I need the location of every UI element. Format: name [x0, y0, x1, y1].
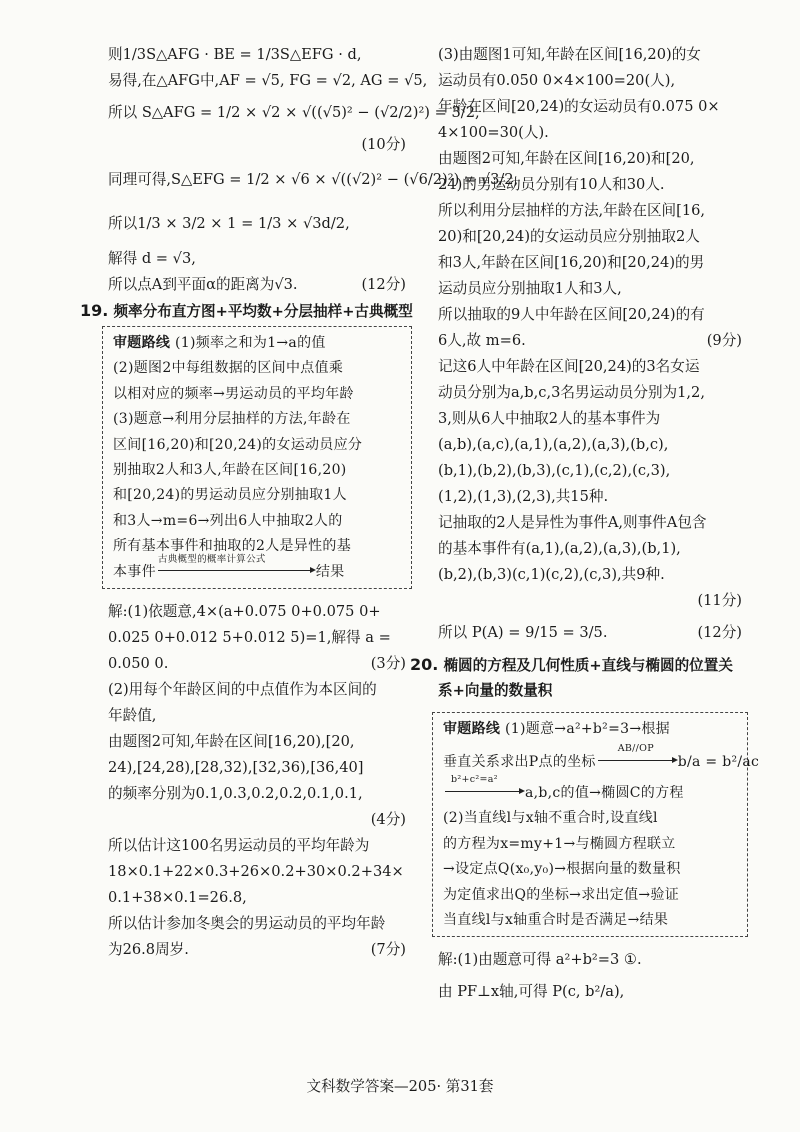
- sol19-line-5: 年龄值,: [108, 706, 157, 724]
- sol19b-line-18: (1,2),(1,3),(2,3),共15种.: [438, 488, 609, 505]
- score-4: (4分): [370, 810, 406, 828]
- box19-line-2: (2)题图2中每组数据的区间中点值乘: [113, 360, 344, 377]
- score-11: (11分): [697, 592, 742, 609]
- q20-topics-1: 椭圆的方程及几何性质+直线与椭圆的位置关: [443, 657, 733, 674]
- p18-line-5: 所以1/3 × 3/2 × 1 = 1/3 × √3d/2,: [108, 215, 350, 232]
- box19-line-8: 和3人→m=6→列出6人中抽取2人的: [113, 512, 343, 529]
- score-3: (3分): [370, 654, 406, 672]
- q20-number: 20.: [410, 655, 439, 674]
- q19-analysis-box: [102, 326, 412, 589]
- box19-line-5: 区间[16,20)和[20,24)的女运动员应分: [113, 436, 363, 453]
- box20-l2-suffix: b/a = b²/ac: [677, 754, 760, 771]
- sol19b-line-7: 所以利用分层抽样的方法,年龄在区间[16,: [438, 202, 706, 219]
- sol19b-line-2: 运动员有0.050 0×4×100=20(人),: [438, 72, 676, 89]
- q19-number: 19.: [80, 301, 109, 320]
- sol19b-line-3: 年龄在区间[20,24)的女运动员有0.075 0×: [438, 98, 720, 115]
- score-7: (7分): [370, 940, 406, 958]
- box20-arrow-2-note: b²+c²=a²: [451, 774, 498, 786]
- score-10: (10分): [361, 136, 406, 153]
- p18-line-1: 则1/3S△AFG · BE = 1/3S△EFG · d,: [108, 46, 362, 63]
- sol19-line-10: 所以估计这100名男运动员的平均年龄为: [108, 836, 370, 854]
- p18-line-7: [108, 272, 412, 298]
- sol20-line-2: 由 PF⊥x轴,可得 P(c, b²/a),: [438, 983, 625, 1001]
- box19-line-7: 和[20,24)的男运动员应分别抽取1人: [113, 487, 347, 504]
- box20-line-5: 的方程为x=my+1→与椭圆方程联立: [443, 835, 676, 852]
- q20-heading: [410, 652, 748, 678]
- p18-line-3: 所以 S△AFG = 1/2 × √2 × √((√5)² − (√2/2)²) = 3/2,: [108, 104, 480, 121]
- q20-analysis-box: [432, 712, 760, 937]
- box20-text-1: (1)题意→a²+b²=3→根据: [504, 721, 670, 737]
- q20-topics-2: 系+向量的数量积: [438, 682, 553, 699]
- box19-line-10: [113, 553, 403, 585]
- sol19-line-8: 的频率分别为0.1,0.3,0.2,0.2,0.1,0.1,: [108, 784, 363, 802]
- sol19b-line-21: (b,2),(b,3)(c,1)(c,2),(c,3),共9种.: [438, 566, 665, 583]
- q19-heading: [80, 298, 412, 324]
- sol19b-line-17: (b,1),(b,2),(b,3),(c,1),(c,2),(c,3),: [438, 462, 671, 479]
- box20-title: 审题路线: [443, 721, 501, 737]
- sol19b-line-6: 24)的男运动员分别有10人和30人.: [438, 176, 665, 193]
- sol19b-line-14: 动员分别为a,b,c,3名男运动员分别为1,2,: [438, 384, 705, 401]
- box19-line-6: 别抽取2人和3人,年龄在区间[16,20): [113, 461, 347, 478]
- sol19-mean-age: 为26.8周岁.: [108, 940, 189, 958]
- p18-conclusion: 所以点A到平面α的距离为√3.: [108, 276, 298, 293]
- sol19-line-2: 0.025 0+0.012 5+0.012 5)=1,解得 a =: [108, 628, 391, 646]
- sol19b-line-5: 由题图2可知,年龄在区间[16,20)和[20,: [438, 150, 695, 167]
- sol19-line-1: 解:(1)依题意,4×(a+0.075 0+0.075 0+: [108, 602, 381, 620]
- box19-text-1: (1)频率之和为1→a的值: [174, 335, 326, 351]
- sol19b-m-value: 6人,故 m=6.: [438, 332, 526, 349]
- sol19b-probability: 所以 P(A) = 9/15 = 3/5.: [438, 624, 608, 641]
- sol19b-line-13: 记这6人中年龄在区间[20,24)的3名女运: [438, 358, 700, 375]
- box20-arrow-1: [596, 742, 678, 782]
- box19-line-3: 以相对应的频率→男运动员的平均年龄: [113, 385, 354, 402]
- sol20-line-1: 解:(1)由题意可得 a²+b²=3 ①.: [438, 951, 642, 969]
- sol19-line-6: 由题图2可知,年龄在区间[16,20),[20,: [108, 732, 355, 750]
- box20-line-4: (2)当直线l与x轴不重合时,设直线l: [443, 810, 658, 827]
- box19-line-9: 所有基本事件和抽取的2人是异性的基: [113, 538, 352, 555]
- arrow-icon: [445, 791, 523, 792]
- box20-line-3: [443, 776, 739, 806]
- box19-arrow: [156, 553, 316, 585]
- box20-arrow-2: [443, 776, 525, 810]
- score-12: (12分): [361, 276, 406, 293]
- box20-arrow-1-note: AB//OP: [617, 743, 654, 755]
- box20-line-1: [443, 717, 739, 742]
- page-footer: 文科数学答案—205· 第31套: [306, 1078, 494, 1095]
- box19-line-1: [113, 331, 403, 356]
- box19-line-4: (3)题意→利用分层抽样的方法,年龄在: [113, 411, 351, 428]
- sol19b-line-16: (a,b),(a,c),(a,1),(a,2),(a,3),(b,c),: [438, 436, 669, 453]
- p18-line-4: 同理可得,S△EFG = 1/2 × √6 × √((√2)² − (√6/2)²) = √3/2,: [108, 171, 519, 188]
- sol19b-line-23: [438, 614, 748, 652]
- arrow-icon: [598, 760, 676, 761]
- box20-line-8: 当直线l与x轴重合时是否满足→结果: [443, 911, 669, 928]
- sol19b-line-20: 的基本事件有(a,1),(a,2),(a,3),(b,1),: [438, 540, 681, 557]
- p18-line-6: 解得 d = √3,: [108, 250, 196, 267]
- box19-title: 审题路线: [113, 335, 171, 351]
- sol19-line-12: 0.1+38×0.1=26.8,: [108, 888, 247, 906]
- box19-last-prefix: 本事件: [113, 563, 156, 580]
- box19-last-suffix: 结果: [315, 563, 345, 580]
- arrow-icon: [158, 570, 314, 571]
- box20-line-6: →设定点Q(x₀,y₀)→根据向量的数量积: [443, 861, 681, 878]
- sol19-line-3: [108, 651, 412, 677]
- sol19b-line-11: 所以抽取的9人中年龄在区间[20,24)的有: [438, 306, 705, 323]
- sol19-line-11: 18×0.1+22×0.3+26×0.2+30×0.2+34×: [108, 862, 404, 880]
- box19-arrow-note: 古典概型的概率计算公式: [157, 553, 266, 565]
- sol19b-line-4: 4×100=30(人).: [438, 124, 549, 141]
- sol19-line-7: 24),[24,28),[28,32),[32,36),[36,40]: [108, 758, 364, 776]
- sol19b-line-1: (3)由题图1可知,年龄在区间[16,20)的女: [438, 46, 701, 63]
- right-column: [410, 42, 760, 1011]
- p18-line-2: 易得,在△AFG中,AF = √5, FG = √2, AG = √5,: [108, 72, 428, 89]
- sol19b-line-9: 和3人,年龄在区间[16,20)和[20,24)的男: [438, 254, 705, 271]
- sol19b-line-8: 20)和[20,24)的女运动员应分别抽取2人: [438, 228, 700, 245]
- box20-line-7: 为定值求出Q的坐标→求出定值→验证: [443, 886, 680, 903]
- box20-l2-prefix: 垂直关系求出P点的坐标: [443, 754, 596, 771]
- sol19-line-4: (2)用每个年龄区间的中点值作为本区间的: [108, 680, 377, 698]
- sol19-line-13: 所以估计参加冬奥会的男运动员的平均年龄: [108, 914, 386, 932]
- sol19b-line-12: [438, 328, 748, 354]
- sol19b-line-15: 3,则从6人中抽取2人的基本事件为: [438, 410, 661, 427]
- q19-topics: 频率分布直方图+平均数+分层抽样+古典概型: [113, 303, 413, 320]
- box20-l3-suffix: a,b,c的值→椭圆C的方程: [525, 785, 684, 802]
- score-12b: (12分): [697, 624, 742, 641]
- sol19b-line-10: 运动员应分别抽取1人和3人,: [438, 280, 622, 297]
- sol19-a-value: 0.050 0.: [108, 654, 169, 672]
- sol19b-line-19: 记抽取的2人是异性为事件A,则事件A包含: [438, 514, 707, 531]
- sol19-line-14: [108, 937, 412, 963]
- score-9: (9分): [706, 332, 742, 349]
